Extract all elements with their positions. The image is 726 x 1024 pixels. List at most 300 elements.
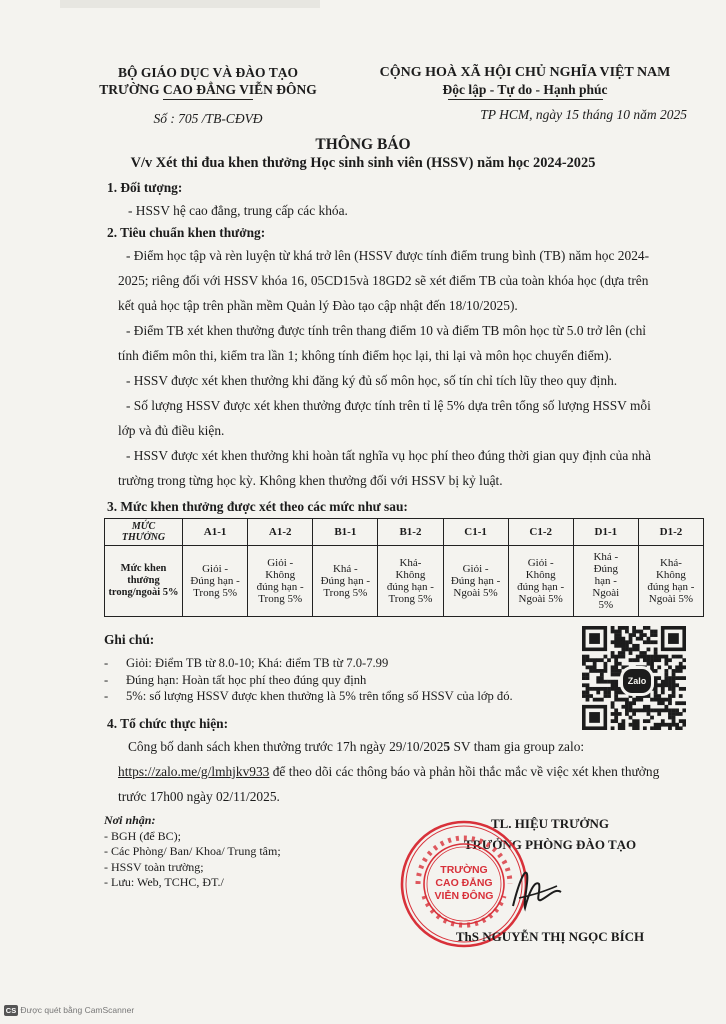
qr-module [632, 726, 636, 730]
criteria-line: - Điểm học tập và rèn luyện từ khá trở lên (HSSV được tính điểm trung bình (TB) năm học 2024- [126, 248, 650, 263]
section4-line [118, 734, 708, 759]
qr-module [650, 640, 654, 644]
qr-module [614, 633, 618, 637]
qr-module [682, 665, 686, 669]
award-code: C1-2 [508, 519, 573, 546]
qr-module [682, 701, 686, 705]
award-criteria-cell [248, 546, 313, 617]
award-code: B1-1 [313, 519, 378, 546]
qr-module [636, 644, 640, 648]
section3-heading: 3. Mức khen thưởng được xét theo các mức như sau: [107, 499, 408, 514]
qr-module [629, 723, 633, 727]
qr-module [679, 726, 683, 730]
qr-module [596, 687, 600, 691]
qr-module [636, 655, 640, 659]
qr-module [600, 676, 604, 680]
qr-module [657, 658, 661, 662]
qr-module [657, 665, 661, 669]
qr-module [586, 683, 590, 687]
ministry-name: BỘ GIÁO DỤC VÀ ĐÀO TẠO [118, 65, 298, 80]
note-item [104, 655, 513, 672]
country-name: CỘNG HOÀ XÃ HỘI CHỦ NGHĨA VIỆT NAM [379, 65, 671, 80]
qr-module [582, 655, 586, 659]
scanner-text: Được quét bằng CamScanner [20, 1005, 135, 1015]
qr-module [632, 719, 636, 723]
recipient-item: - Các Phòng/ Ban/ Khoa/ Trung tâm; [104, 844, 281, 858]
qr-module [625, 644, 629, 648]
qr-module [632, 723, 636, 727]
qr-module [654, 683, 658, 687]
qr-module [672, 673, 676, 677]
qr-finder-pattern [589, 633, 600, 644]
qr-module [618, 637, 622, 641]
criteria-line: - HSSV được xét khen thưởng khi đăng ký đủ số môn học, số tín chỉ tích lũy theo quy định. [126, 373, 618, 388]
qr-module [654, 640, 658, 644]
qr-module [650, 698, 654, 702]
qr-module [682, 719, 686, 723]
qr-module [611, 680, 615, 684]
qr-module [664, 676, 668, 680]
recipient-item: - BGH (để BC); [104, 828, 181, 843]
qr-module [661, 655, 665, 659]
qr-module [611, 687, 615, 691]
criteria-text: Giỏi - [267, 557, 294, 569]
qr-module [596, 669, 600, 673]
qr-module [654, 691, 658, 695]
qr-module [621, 644, 625, 648]
qr-module [643, 626, 647, 630]
qr-module [672, 669, 676, 673]
qr-module [586, 676, 590, 680]
qr-module [611, 640, 615, 644]
criteria-line: trường trong từng học kỳ. Không khen thưởng đối với HSSV bị kỷ luật. [118, 473, 503, 488]
qr-module [672, 719, 676, 723]
qr-module [643, 655, 647, 659]
qr-module [650, 658, 654, 662]
qr-module [672, 723, 676, 727]
qr-module [661, 723, 665, 727]
criteria-line: - Điểm TB xét khen thưởng được tính trên thang điểm 10 và điểm TB môn học từ 5.0 trở lên (chỉ [126, 323, 647, 338]
qr-module [647, 648, 651, 652]
qr-module [654, 708, 658, 712]
award-criteria-cell [313, 546, 378, 617]
qr-module [604, 694, 608, 698]
section4-heading: 4. Tổ chức thực hiện: [107, 716, 229, 731]
qr-module [654, 676, 658, 680]
qr-module [679, 669, 683, 673]
qr-module [611, 655, 615, 659]
qr-module [672, 691, 676, 695]
qr-module [682, 723, 686, 727]
qr-module [650, 633, 654, 637]
qr-module [654, 726, 658, 730]
qr-module [664, 673, 668, 677]
section1-item: - HSSV hệ cao đẳng, trung cấp các khóa. [128, 203, 348, 218]
qr-module [668, 665, 672, 669]
criteria-text: Khá - [332, 563, 358, 575]
qr-module [607, 694, 611, 698]
qr-module [636, 630, 640, 634]
qr-module [632, 701, 636, 705]
qr-finder-pattern [668, 633, 679, 644]
qr-module [618, 712, 622, 716]
qr-module [643, 651, 647, 655]
qr-module [611, 665, 615, 669]
qr-module [672, 712, 676, 716]
notes-heading: Ghi chú: [104, 632, 155, 647]
qr-module [636, 658, 640, 662]
qr-module [657, 712, 661, 716]
criteria-text: Khá- [659, 557, 682, 569]
qr-module [604, 691, 608, 695]
qr-module [679, 712, 683, 716]
qr-module [682, 708, 686, 712]
section4-line [118, 759, 708, 784]
qr-module [607, 687, 611, 691]
notes-list [104, 655, 513, 705]
award-criteria-cell [638, 546, 703, 617]
qr-module [614, 640, 618, 644]
zalo-logo-badge: Zalo [620, 666, 654, 696]
qr-module [672, 708, 676, 712]
school-name: TRƯỜNG CAO ĐẲNG VIỄN ĐÔNG [99, 82, 317, 97]
qr-module [647, 708, 651, 712]
qr-module [679, 665, 683, 669]
qr-module [629, 633, 633, 637]
qr-module [643, 726, 647, 730]
qr-module [679, 655, 683, 659]
qr-module [621, 723, 625, 727]
qr-module [647, 637, 651, 641]
qr-module [621, 726, 625, 730]
doc-title: THÔNG BÁO [315, 136, 411, 153]
qr-module [632, 708, 636, 712]
signer-name: ThS NGUYỄN THỊ NGỌC BÍCH [455, 929, 645, 944]
qr-module [629, 651, 633, 655]
corner-line: THƯỞNG [121, 532, 166, 543]
qr-module [639, 637, 643, 641]
qr-module [654, 633, 658, 637]
qr-module [596, 698, 600, 702]
section2-heading: 2. Tiêu chuẩn khen thưởng: [107, 225, 266, 240]
qr-module [593, 665, 597, 669]
qr-module [632, 712, 636, 716]
qr-module [654, 651, 658, 655]
qr-module [589, 694, 593, 698]
qr-module [629, 658, 633, 662]
zalo-qr-code[interactable] [582, 626, 686, 730]
qr-module [682, 676, 686, 680]
criteria-text: Giỏi - [462, 563, 489, 575]
award-code: A1-2 [248, 519, 313, 546]
qr-module [679, 719, 683, 723]
qr-module [625, 630, 629, 634]
qr-module [582, 658, 586, 662]
qr-module [582, 694, 586, 698]
qr-module [625, 648, 629, 652]
qr-module [625, 640, 629, 644]
qr-module [632, 698, 636, 702]
qr-module [589, 687, 593, 691]
recipient-item: - HSSV toàn trường; [104, 859, 204, 874]
qr-module [647, 719, 651, 723]
qr-module [668, 716, 672, 720]
qr-module [593, 687, 597, 691]
qr-module [621, 705, 625, 709]
qr-module [636, 708, 640, 712]
qr-module [632, 630, 636, 634]
criteria-text: Đúng hạn - [450, 575, 501, 587]
section4-body [118, 734, 708, 809]
criteria-text: Giỏi - [202, 563, 229, 575]
section4-text: SV tham gia group zalo: [450, 739, 585, 754]
qr-module [657, 708, 661, 712]
note-text: Đúng hạn: Hoàn tất học phí theo đúng quy định [126, 672, 367, 687]
qr-module [614, 683, 618, 687]
qr-module [607, 680, 611, 684]
qr-module [675, 665, 679, 669]
qr-module [654, 694, 658, 698]
qr-module [582, 662, 586, 666]
qr-module [675, 655, 679, 659]
criteria-text: Đúng hạn - [320, 575, 371, 587]
qr-module [614, 644, 618, 648]
award-criteria-cell [443, 546, 508, 617]
qr-module [636, 637, 640, 641]
row-label-line: thưởng [127, 575, 160, 586]
seal-line: VIỄN ĐÔNG [434, 890, 494, 902]
qr-module [614, 665, 618, 669]
qr-module [664, 655, 668, 659]
qr-module [621, 698, 625, 702]
qr-module [647, 712, 651, 716]
qr-module [668, 698, 672, 702]
issue-date: TP HCM, ngày 15 tháng 10 năm 2025 [480, 107, 687, 122]
criteria-line: - HSSV được xét khen thưởng khi hoàn tất nghĩa vụ học phí theo đúng thời gian quy định của nhà [126, 448, 651, 463]
qr-module [618, 723, 622, 727]
qr-module [604, 655, 608, 659]
qr-module [611, 712, 615, 716]
qr-module [675, 701, 679, 705]
award-code: B1-2 [378, 519, 443, 546]
qr-module [654, 687, 658, 691]
qr-module [639, 630, 643, 634]
qr-module [647, 640, 651, 644]
qr-module [650, 708, 654, 712]
qr-module [675, 708, 679, 712]
criteria-text: Trong 5% [388, 593, 433, 605]
award-criteria-cell [573, 546, 638, 617]
qr-module [672, 694, 676, 698]
header-right [360, 64, 690, 123]
qr-module [668, 683, 672, 687]
qr-module [614, 712, 618, 716]
qr-module [618, 655, 622, 659]
qr-module [611, 701, 615, 705]
qr-module [618, 626, 622, 630]
qr-module [679, 676, 683, 680]
qr-module [647, 626, 651, 630]
qr-module [647, 658, 651, 662]
section4-text-bold: 5 [443, 739, 451, 754]
dash-bullet: - [104, 672, 109, 687]
qr-module [621, 655, 625, 659]
qr-module [600, 658, 604, 662]
qr-module [654, 723, 658, 727]
criteria-text: Trong 5% [193, 587, 238, 599]
qr-module [654, 648, 658, 652]
qr-module [643, 719, 647, 723]
qr-module [582, 673, 586, 677]
qr-module [643, 633, 647, 637]
qr-module [672, 687, 676, 691]
qr-module [647, 662, 651, 666]
dash-bullet: - [104, 656, 109, 670]
qr-module [664, 708, 668, 712]
qr-module [643, 640, 647, 644]
qr-module [661, 698, 665, 702]
qr-module [661, 701, 665, 705]
seal-center-text [428, 864, 500, 903]
seal-line: CAO ĐẲNG [435, 877, 493, 889]
qr-module [632, 658, 636, 662]
qr-module [625, 705, 629, 709]
corner-line: MỨC [131, 521, 156, 532]
note-item [104, 688, 513, 705]
qr-module [604, 680, 608, 684]
qr-module [664, 705, 668, 709]
section4-text: để theo dõi các thông báo và phản hồi thắc mắc về việc xét khen thưởng [269, 764, 660, 779]
table-corner-cell [105, 519, 183, 546]
award-levels-table [104, 518, 704, 617]
qr-module [657, 701, 661, 705]
qr-module [618, 630, 622, 634]
qr-module [682, 687, 686, 691]
qr-module [614, 716, 618, 720]
qr-module [625, 626, 629, 630]
header-left-rule [163, 99, 253, 100]
doc-number: Số : 705 /TB-CĐVĐ [153, 111, 263, 126]
criteria-text: 5% [598, 599, 614, 611]
qr-module [625, 698, 629, 702]
qr-module [596, 680, 600, 684]
qr-module [582, 691, 586, 695]
qr-module [614, 655, 618, 659]
qr-module [607, 658, 611, 662]
qr-module [664, 662, 668, 666]
qr-module [614, 719, 618, 723]
qr-module [668, 694, 672, 698]
qr-module [661, 683, 665, 687]
note-item [104, 672, 513, 689]
qr-finder-pattern [589, 712, 600, 723]
criteria-text: hạn - [594, 575, 617, 587]
qr-module [636, 698, 640, 702]
qr-module [661, 680, 665, 684]
scan-smudge [60, 0, 320, 8]
qr-module [611, 673, 615, 677]
qr-module [657, 726, 661, 730]
qr-module [593, 698, 597, 702]
qr-module [661, 687, 665, 691]
qr-module [618, 644, 622, 648]
scanner-footer [4, 1005, 134, 1016]
qr-module [604, 669, 608, 673]
qr-module [654, 669, 658, 673]
qr-module [614, 698, 618, 702]
qr-module [621, 651, 625, 655]
qr-module [657, 698, 661, 702]
qr-module [614, 637, 618, 641]
criteria-text: Không [395, 569, 426, 581]
qr-module [661, 719, 665, 723]
criteria-text: Khá- [399, 557, 422, 569]
qr-module [621, 719, 625, 723]
qr-module [629, 705, 633, 709]
qr-module [586, 665, 590, 669]
qr-module [629, 708, 633, 712]
qr-module [614, 658, 618, 662]
qr-module [618, 662, 622, 666]
qr-module [586, 658, 590, 662]
criteria-line: tính điểm môn thi, kiểm tra lần 1; không tính điểm học lại, thi lại và môn học chuyển điểm). [118, 348, 612, 363]
qr-module [654, 655, 658, 659]
qr-module [636, 726, 640, 730]
qr-module [650, 655, 654, 659]
qr-module [632, 644, 636, 648]
qr-module [668, 658, 672, 662]
qr-module [668, 726, 672, 730]
qr-module [618, 698, 622, 702]
qr-module [589, 658, 593, 662]
qr-module [611, 705, 615, 709]
qr-module [664, 698, 668, 702]
criteria-text: Không [265, 569, 296, 581]
award-code: C1-1 [443, 519, 508, 546]
qr-module [657, 694, 661, 698]
criteria-text: Ngoài [592, 587, 620, 599]
qr-module [664, 723, 668, 727]
qr-module [664, 680, 668, 684]
qr-module [664, 683, 668, 687]
dash-bullet: - [104, 689, 109, 703]
qr-module [668, 680, 672, 684]
qr-module [625, 701, 629, 705]
qr-module [586, 687, 590, 691]
qr-module [675, 683, 679, 687]
award-code: D1-2 [638, 519, 703, 546]
qr-module [664, 658, 668, 662]
criteria-text: đúng hạn - [386, 581, 434, 593]
criteria-text: Đúng hạn - [190, 575, 240, 587]
qr-module [629, 648, 633, 652]
qr-module [614, 630, 618, 634]
criteria-text: Không [655, 569, 686, 581]
qr-module [647, 705, 651, 709]
qr-module [668, 687, 672, 691]
qr-module [643, 658, 647, 662]
qr-module [650, 726, 654, 730]
qr-module [611, 726, 615, 730]
qr-module [611, 626, 615, 630]
criteria-line: kết quả học tập trên phần mềm Quản lý Đào tạo cập nhật đến 18/10/2025). [118, 298, 518, 313]
zalo-group-link[interactable]: https://zalo.me/g/lmhjkv933 [118, 764, 270, 779]
qr-module [643, 705, 647, 709]
qr-module [672, 680, 676, 684]
qr-module [679, 662, 683, 666]
table-header-row [105, 519, 704, 546]
section1-heading: 1. Đối tượng: [107, 180, 183, 195]
